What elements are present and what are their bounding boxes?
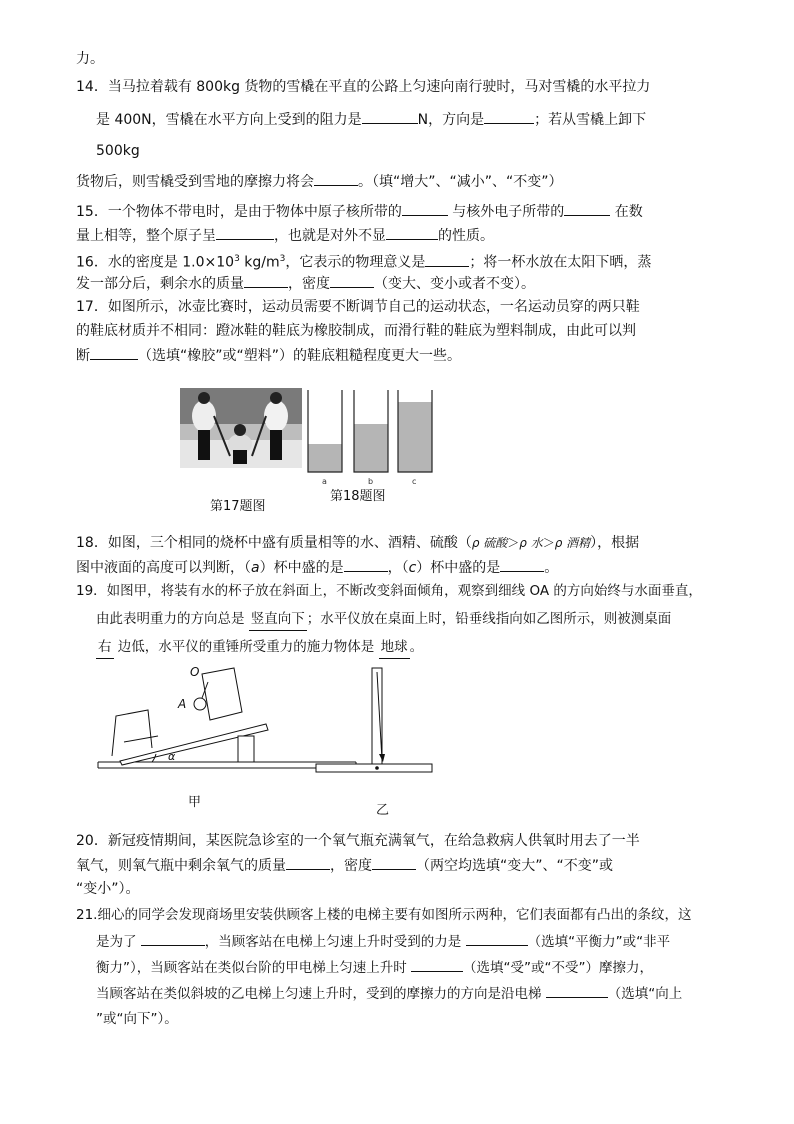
q21-line5: ”或“向下”）。 (96, 1011, 178, 1027)
beaker-a-liquid (308, 444, 342, 472)
label-O: O (190, 665, 200, 679)
label-A: A (178, 697, 187, 711)
water-surface (124, 736, 158, 742)
q21-line3: 衡力”），当顾客站在类似台阶的甲电梯上匀速上升时 （选填“受”或“不受”）摩擦力， (96, 956, 746, 979)
bob-A (194, 698, 206, 710)
answer-blank (362, 108, 418, 124)
q15-line2: 量上相等，整个原子呈 ，也就是对外不显 的性质。 (76, 224, 726, 247)
answer-blank (141, 930, 205, 946)
q16-line2: 发一部分后，剩余水的质量 ，密度 （变大、变小或者不变）。 (76, 272, 726, 295)
beaker-b-liquid (354, 424, 388, 472)
q20-line2: 氧气，则氧气瓶中剩余氧气的质量 ，密度 （两空均选填“变大”、“不变”或 (76, 854, 726, 877)
fig19-caption-yi: 乙 (376, 803, 390, 818)
fig19-caption-jia: 甲 (188, 795, 202, 810)
level-base (316, 764, 432, 772)
support-block (238, 736, 254, 762)
fig18-caption: 第18题图 (330, 489, 386, 504)
athlete-middle-legs (233, 450, 247, 464)
athlete-left (192, 400, 216, 432)
figures-17-18 (178, 386, 438, 516)
fig17-caption: 第17题图 (210, 499, 266, 514)
q17-line1: 17．如图所示，冰壶比赛时，运动员需要不断调节自己的运动状态，一名运动员穿的两只鞋 (76, 299, 640, 315)
q17-line2: 的鞋底材质并不相同：蹬冰鞋的鞋底为橡胶制成，而滑行鞋的鞋底为塑料制成，由此可以判 (76, 323, 636, 339)
q20-line3: “变小”）。 (76, 881, 140, 897)
line-prev-end: 力。 (76, 51, 104, 67)
answer-blank (411, 956, 463, 972)
answer-filled: 地球 (379, 636, 410, 659)
answer-blank (402, 200, 448, 216)
q21-line2: 是为了 ，当顾客站在电梯上匀速上升时受到的力是 （选填“平衡力”或“非平 (96, 930, 746, 953)
answer-blank (386, 224, 438, 240)
answer-blank (286, 854, 330, 870)
answer-blank (484, 108, 534, 124)
answer-blank (500, 556, 544, 572)
q17-line3: 断 （选填“橡胶”或“塑料”）的鞋底粗糙程度更大一些。 (76, 344, 726, 367)
beaker-c-liquid (398, 402, 432, 472)
athlete-right (264, 400, 288, 432)
q21-line4: 当顾客站在类似斜坡的乙电梯上匀速上升时，受到的摩擦力的方向是沿电梯 （选填“向上 (96, 982, 746, 1005)
answer-filled: 右 (96, 636, 114, 659)
beaker-a-label: a (322, 477, 327, 486)
q14-line2: 是 400N，雪橇在水平方向上受到的阻力是 N，方向是 ；若从雪橇上卸下 (96, 108, 746, 131)
q18-line2: 图中液面的高度可以判断，（a）杯中盛的是 ，（c）杯中盛的是 。 (76, 556, 726, 579)
q16-line1: 16．水的密度是 $1.0\times 10^3$ $kg/m^3$，它表示的物理意义是 ；将一杯水放在太阳下晒，蒸 (76, 248, 726, 274)
athlete-right-legs (270, 430, 282, 460)
water-outline (112, 710, 152, 756)
answer-blank (314, 170, 358, 186)
q21-line1: 21.细心的同学会发现商场里安装供顾客上楼的电梯主要有如图所示两种，它们表面都有凸出的条纹，这 (76, 907, 692, 923)
answer-blank (90, 344, 138, 360)
q15-line1: 15．一个物体不带电时，是由于物体中原子核所带的 与核外电子所带的 在数 (76, 200, 726, 223)
level-center-mark (375, 766, 379, 770)
q19-line3: 右 边低，水平仪的重锤所受重力的施力物体是 地球。 (96, 636, 746, 659)
athlete-left-head (198, 392, 210, 404)
answer-blank (425, 251, 469, 267)
athlete-right-head (270, 392, 282, 404)
answer-blank (216, 224, 274, 240)
cup (202, 668, 242, 720)
q19-line1: 19．如图甲，将装有水的杯子放在斜面上，不断改变斜面倾角，观察到细线 OA 的方向始终与水面垂直， (76, 583, 702, 599)
level-post (372, 668, 382, 764)
beaker-b-label: b (368, 477, 374, 486)
q14-line3: 500kg (96, 143, 140, 159)
curling-photo (180, 388, 302, 468)
answer-blank (372, 854, 416, 870)
q14-line4: 货物后，则雪橇受到雪地的摩擦力将会 。（填“增大”、“减小”、“不变”） (76, 170, 726, 193)
q20-line1: 20．新冠疫情期间，某医院急诊室的一个氧气瓶充满氧气，在给急救病人供氧时用去了一半 (76, 833, 640, 849)
q19-line2: 由此表明重力的方向总是 竖直向下；水平仪放在桌面上时，铅垂线指向如乙图所示，则被测桌面 (96, 608, 746, 631)
athlete-left-legs (198, 430, 210, 460)
answer-blank (244, 272, 288, 288)
q18-line1: 18．如图，三个相同的烧杯中盛有质量相等的水、酒精、硫酸（ρ 硫酸＞ρ 水＞ρ 酒精），根据 (76, 535, 640, 551)
fig19-jia (98, 665, 356, 810)
answer-blank (330, 272, 374, 288)
fig19-yi (316, 668, 432, 818)
answer-blank (466, 930, 528, 946)
beakers (308, 390, 432, 486)
answer-blank (546, 982, 608, 998)
beaker-c-label: c (412, 477, 417, 486)
answer-blank (344, 556, 388, 572)
q14-line1: 14．当马拉着载有 800kg 货物的雪橇在平直的公路上匀速向南行驶时，马对雪橇的水平拉力 (76, 79, 651, 95)
angle-label: α (168, 750, 176, 763)
answer-filled: 竖直向下 (249, 608, 307, 631)
figure-19 (94, 664, 444, 824)
athlete-middle-head (234, 424, 246, 436)
answer-blank (564, 200, 610, 216)
